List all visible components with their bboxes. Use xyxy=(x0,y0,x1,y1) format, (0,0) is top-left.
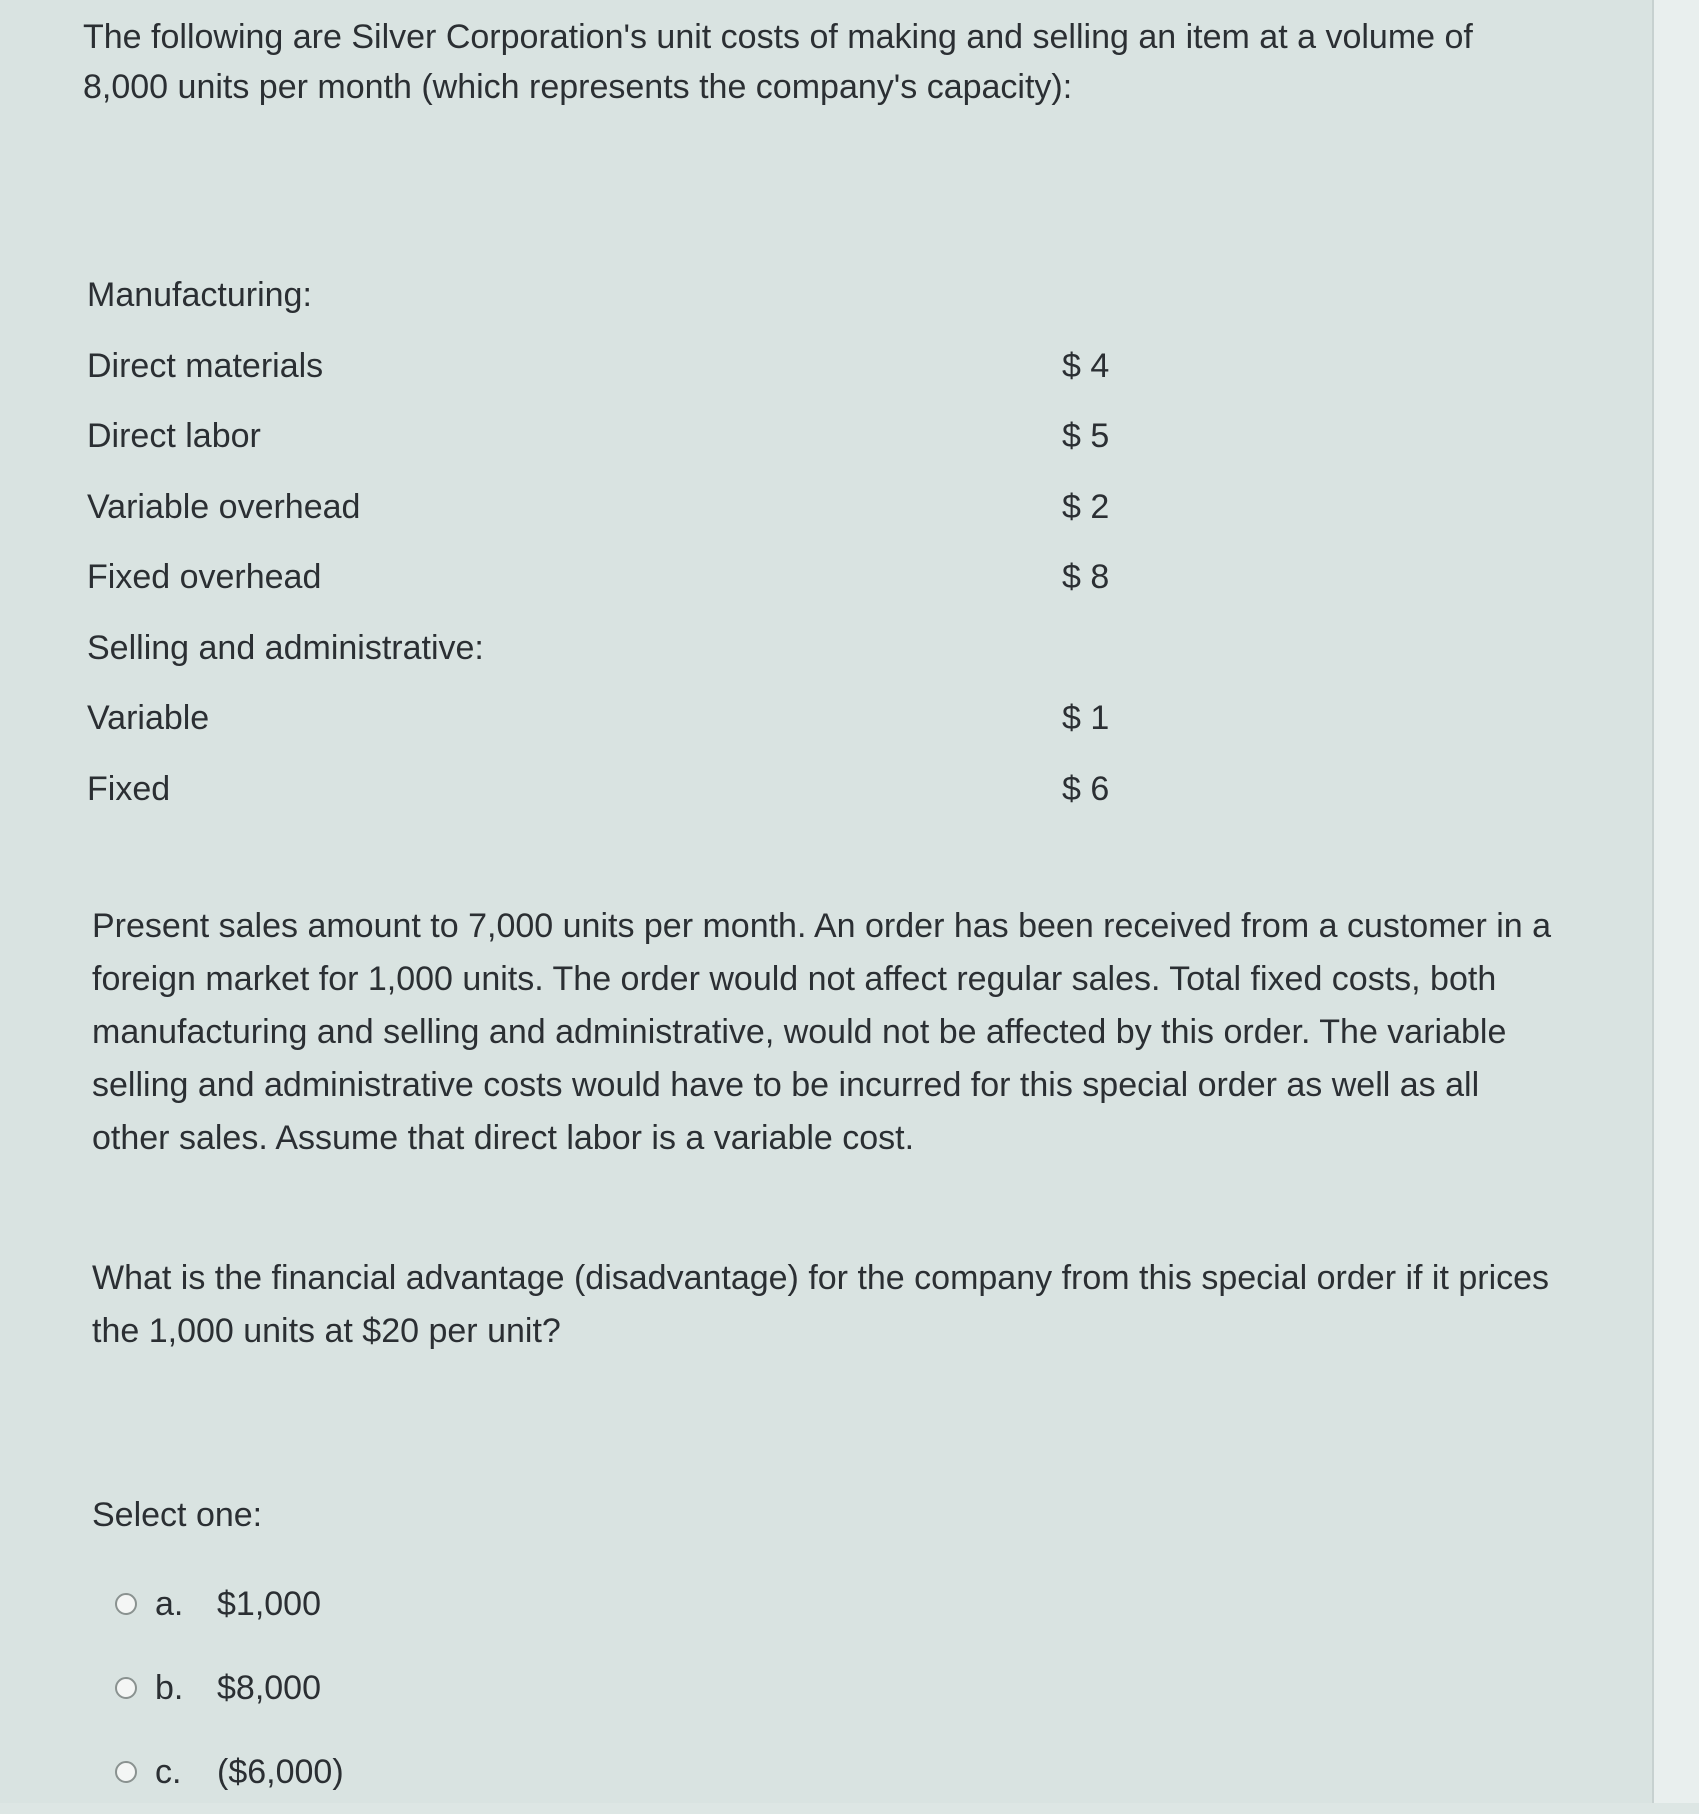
cost-amount: $ 1 xyxy=(1062,699,1110,737)
option-value: ($6,000) xyxy=(217,1752,344,1791)
answer-option-a[interactable] xyxy=(115,1562,344,1646)
answer-options xyxy=(115,1562,344,1814)
page-edge xyxy=(1654,0,1699,1803)
option-value: $1,000 xyxy=(217,1584,321,1623)
option-letter: b. xyxy=(155,1668,184,1707)
cost-row-fixed-overhead xyxy=(87,542,1187,613)
answer-option-b[interactable] xyxy=(115,1646,344,1730)
option-letter: a. xyxy=(155,1584,184,1623)
cost-amount: $ 4 xyxy=(1062,346,1110,385)
option-value: $8,000 xyxy=(217,1668,321,1707)
answer-option-c[interactable] xyxy=(115,1730,344,1814)
cost-label: Fixed overhead xyxy=(87,558,322,596)
radio-button-icon[interactable] xyxy=(115,1761,137,1783)
cost-amount: $ 8 xyxy=(1062,558,1110,596)
cost-row-variable-overhead xyxy=(87,472,1187,543)
cost-amount: $ 5 xyxy=(1062,417,1110,455)
cost-label: Direct labor xyxy=(87,417,261,455)
question-text: What is the financial advantage (disadvantage) for the company from this special order if it prices the 1,000 units at $20 per unit? xyxy=(92,1259,1550,1350)
cost-row-manufacturing-header xyxy=(87,260,1187,331)
cost-table xyxy=(87,260,1187,824)
cost-amount: $ 6 xyxy=(1062,769,1110,808)
radio-button-icon[interactable] xyxy=(115,1677,137,1699)
cost-label: Selling and administrative: xyxy=(87,628,484,667)
cost-row-fixed-selling xyxy=(87,754,1187,825)
intro-text: The following are Silver Corporation's unit costs of making and selling an item at a volume of 8,000 units per month (which represents the company's capacity): xyxy=(83,18,1473,106)
cost-amount: $ 2 xyxy=(1062,487,1110,526)
cost-row-variable-selling xyxy=(87,683,1187,754)
select-one-label: Select one: xyxy=(92,1496,263,1534)
cost-label: Fixed xyxy=(87,769,171,808)
option-letter: c. xyxy=(155,1752,182,1791)
cost-label: Direct materials xyxy=(87,346,324,385)
cost-label: Manufacturing: xyxy=(87,276,312,314)
scenario-paragraph: Present sales amount to 7,000 units per month. An order has been received from a customer in a foreign market for 1,000 units. The order would not affect regular sales. Total fixed costs, both manufacturing and selling and administrative, would not be affected by this order. The variable selling and administrative costs would have to be incurred for this special order as well as all other sales. Assume that direct labor is a variable cost. xyxy=(92,907,1552,1157)
cost-row-direct-materials xyxy=(87,331,1187,402)
radio-button-icon[interactable] xyxy=(115,1593,137,1615)
cost-label: Variable overhead xyxy=(87,487,361,526)
cost-row-direct-labor xyxy=(87,401,1187,472)
cost-row-selling-admin-header xyxy=(87,613,1187,684)
cost-label: Variable xyxy=(87,699,210,737)
